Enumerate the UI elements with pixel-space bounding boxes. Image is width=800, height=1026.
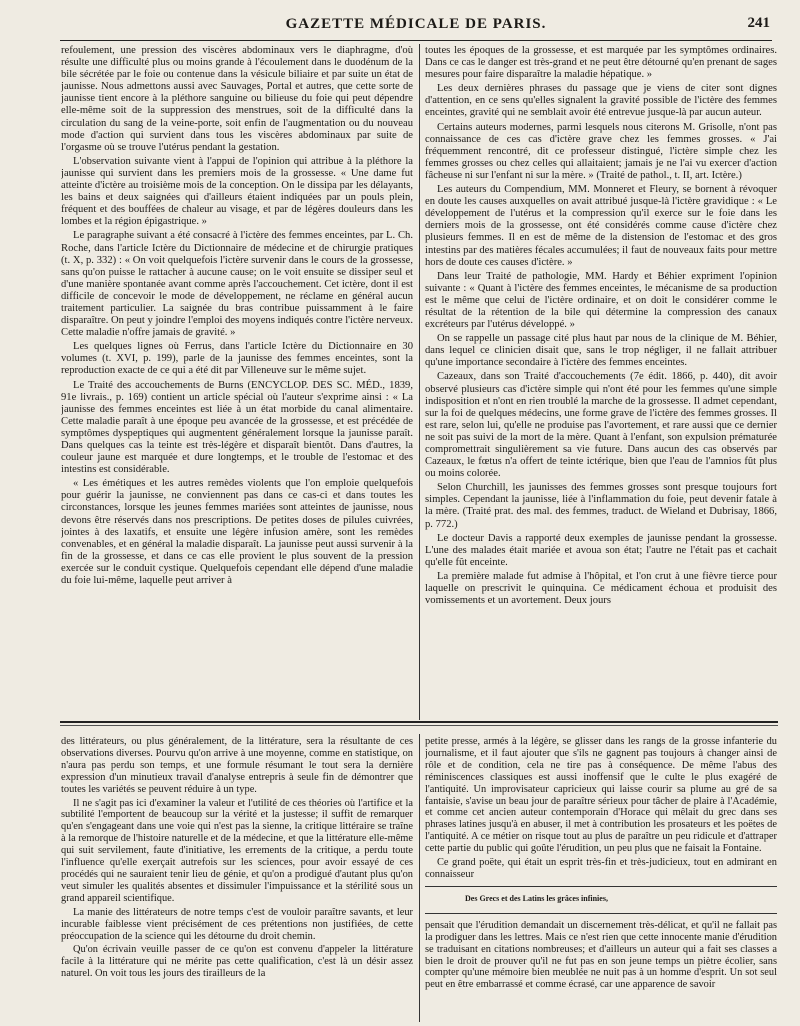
journal-title: GAZETTE MÉDICALE DE PARIS. xyxy=(285,16,547,32)
column-rule-top xyxy=(419,44,420,720)
paragraph: pensait que l'érudition demandait un discernement très-délicat, et qu'il ne fallait pas la prodiguer dans les lettres. Mais ce n'est rien que cette innocente manie d'érudition se traduisant en citations nombreuses; et d'ailleurs un auteur qui a fait ses classes a bien le droit de prouver qu'il ne fut pas en son jeune temps un piètre écolier, sans compter qu'une mémoire bien meublée ne nuit pas à un homme d'esprit. Un sot seul peut en être embarrassé et comme écrasé, car une apparence de savoir xyxy=(425,919,777,991)
feuilleton-separator xyxy=(60,721,778,723)
verse-quote: Des Grecs et des Latins les grâces infinies, xyxy=(465,893,608,903)
paragraph: « Les émétiques et les autres remèdes violents que l'on emploie quelquefois pour guérir la jaunisse, ne conviennent pas dans ce cas-ci et dans toutes les circonstances, lorsque les jeunes femmes mariées sont atteintes de jaunisse, nous devons être réservés dans nos prescriptions. De petites doses de pilules cuivrées, jointes à des laxatifs, et ensuite une légère infusion amère, sont les remèdes convenables, et en général la maladie disparaît. La jaunisse peut aussi survenir à la fin de la grossesse, et dans ce cas elle provient le plus souvent de la pression exercée sur le conduit cystique. Quelquefois cependant elle dépend d'une maladie du foie lui-même, laquelle peut arriver à xyxy=(61,478,413,587)
page-header xyxy=(60,12,772,41)
paragraph: L'observation suivante vient à l'appui de l'opinion qui attribue à la pléthore la jaunisse qui survient dans les premiers mois de la grossesse. « Une dame fut atteinte d'ictère au troisième mois de la conception. On le dissipa par les délayants, les bains et deux saignées qui d'ailleurs étaient indiquées par un pouls plein, fréquent et des bouffées de chaleur au visage, et par de légères douleurs dans les lombes et la région épigastrique. » xyxy=(61,155,413,228)
feuilleton-column-right xyxy=(425,736,777,1018)
paragraph: Le docteur Davis a rapporté deux exemples de jaunisse pendant la grossesse. L'une des malades était mariée et avoua son état; l'autre ne l'était pas et cachait qu'elle fût enceinte. xyxy=(425,532,777,568)
article-column-right xyxy=(425,45,777,717)
paragraph: refoulement, une pression des viscères abdominaux vers le diaphragme, d'où résulte une difficulté plus ou moins grande à l'écoulement dans le duodénum de la bile sécrétée par le foie ou contenue dans la vésicule biliaire et par suite un état de jaunisse. Nous admettons aussi avec Sauvages, Portal et autres, que cette sorte de jaunisse tient encore à la pléthore sanguine ou bilieuse du foie qui peut dépendre elle-même soit de la suppression des menstrues, soit de la difficulté dans la circulation du sang de la veine-porte, soit enfin de l'augmentation ou du nouveau mode d'action qui survient dans tous les viscères abdominaux par suite de l'orgasme où se trouve l'utérus pendant la gestation. xyxy=(61,45,413,153)
article-column-left xyxy=(61,45,413,717)
paragraph: Certains auteurs modernes, parmi lesquels nous citerons M. Grisolle, n'ont pas connaissance de ces cas d'ictère grave chez les femmes grosses. « J'ai fréquemment rencontré, dit ce professeur distingué, l'ictère simple chez les femmes grosses ou chez celles qui allaitaient; jamais je ne l'ai vu exercer d'action fâcheuse ni sur l'enfant ni sur la mère. » (Traité de pathol., t. II, art. Ictère.) xyxy=(425,121,777,181)
paragraph: On se rappelle un passage cité plus haut par nous de la clinique de M. Béhier, dans lequel ce clinicien disait que, sans le trop négliger, il ne fallait attribuer qu'une importance secondaire à l'ictère des femmes enceintes. xyxy=(425,333,777,369)
column-rule-bottom xyxy=(419,734,420,1022)
paragraph: Le Traité des accouchements de Burns (ENCYCLOP. DES SC. MÉD., 1839, 91e livrais., p. 169) contient un article spécial où l'auteur s'exprime ainsi : « La jaunisse des femmes enceintes est liée à un état morbide du canal alimentaire. Cette maladie paraît à une époque peu avancée de la grossesse, et est précédée de symptômes dyspeptiques qui augmentent généralement lorsque la jaunisse paraît. Dans quelques cas la teinte est très-légère et disparaît bientôt. Dans d'autres, la couleur jaune est marquée et dure longtemps, et le trouble de l'estomac et des intestins est considérable. xyxy=(61,379,413,476)
paragraph: toutes les époques de la grossesse, et est marquée par les symptômes ordinaires. Dans ce cas le danger est très-grand et ne peut être détourné qu'en prenant de sages mesures pour faire disparaître la maladie hépatique. » xyxy=(425,45,777,81)
paragraph: des littérateurs, ou plus généralement, de la littérature, sera la résultante de ces observations diverses. Pourvu qu'on arrive à une moyenne, comme en statistique, on n'aura pas perdu son temps, et une formule résumant le tout sera la dernière expression d'un minutieux travail d'analyse entrepris à seule fin de démontrer que toutes les variétés se peuvent réduire à un type. xyxy=(61,736,413,795)
paragraph: Il ne s'agit pas ici d'examiner la valeur et l'utilité de ces théories où l'artifice et la subtilité l'emportent de beaucoup sur la vérité et la justesse; il suffit de remarquer qu'en s'engageant dans une voie qui n'est pas la sienne, la critique littéraire se traîne à la remorque de l'histoire naturelle et de la médecine, et que la littérature elle-même qui suit servilement, faute d'initiative, les errements de la critique, a perdu toute l'influence qu'elle exerçait autrefois sur les sciences, pour avoir essayé de ces procédés qui ne sauraient tenir lieu de génie, et qu'on a prodigué d'autant plus qu'on veut simuler les qualités absentes et dissimuler l'impuissance et la stérilité sous un grand appareil scientifique. xyxy=(61,797,413,904)
paragraph: Qu'on écrivain veuille passer de ce qu'on est convenu d'appeler la littérature facile à la littérature qui ne mérite pas cette qualification, c'est là un désir assez naturel. On voit tous les jours des tirailleurs de la xyxy=(61,944,413,980)
paragraph: La manie des littérateurs de notre temps c'est de vouloir paraître savants, et leur incurable faiblesse vient précisément de ces prétentions non justifiées, de cette préoccupation de la science qui les détourne du droit chemin. xyxy=(61,906,413,942)
paragraph: Le paragraphe suivant a été consacré à l'ictère des femmes enceintes, par L. Ch. Roche, dans l'article Ictère du Dictionnaire de médecine et de chirurgie pratiques (t. X, p. 332) : « On voit quelquefois l'ictère survenir dans le cours de la grossesse, sans qu'on puisse le rattacher à aucune cause; on le voit ensuite se dissiper seul et d'une manière spontanée avant comme après l'accouchement. Cet ictère, dont il est difficile de concevoir le mode de développement, ne réclame en général aucun traitement particulier. La saignée du bras contribue puissamment à le faire disparaître. On peut y joindre l'emploi des moyens indiqués contre l'ictère nerveux. Cette maladie n'offre jamais de gravité. » xyxy=(61,230,413,339)
feuilleton-column-left xyxy=(61,736,413,1018)
feuilleton-separator-thin xyxy=(60,725,778,726)
paragraph: Ce grand poëte, qui était un esprit très-fin et très-judicieux, tout en admirant en connaisseur xyxy=(425,857,777,880)
paragraph: Cazeaux, dans son Traité d'accouchements (7e édit. 1866, p. 440), dit avoir observé plusieurs cas d'ictère simple qui n'ont été pour les femmes qu'une simple indisposition et n'ont en rien troublé la marche de la grossesse. Il admet cependant, sur la foi de quelques médecins, une forme grave de l'ictère des femmes grosses. Il est rare, selon lui, qu'elle ne produise pas l'avortement, et rare aussi que ce dernier ne soit pas suivi de la mort de la mère. Quant à l'enfant, son expulsion prématurée compromettrait singulièrement sa vie future. Dans aucun des cas observés par Cazeaux, le fœtus n'a offert de teinte ictérique, bien que l'eau de l'amnios fût plus ou moins colorée. xyxy=(425,371,777,480)
quote-rule xyxy=(425,886,777,887)
paragraph: Les auteurs du Compendium, MM. Monneret et Fleury, se bornent à révoquer en doute les causes auxquelles on avait attribué jusque-là l'ictère gravidique : « Le développement de l'utérus et la compression qu'il exerce sur le foie dans les derniers mois de la grossesse, ont été considérés comme cause d'ictère chez plusieurs femmes. Il en est de même de la distension de l'estomac et des gros intestins par des matières fécales accumulées; il faut de nouveaux faits pour mettre hors de doute ces causes d'ictère. » xyxy=(425,184,777,268)
paragraph: Dans leur Traité de pathologie, MM. Hardy et Béhier expriment l'opinion suivante : « Quant à l'ictère des femmes enceintes, le mécanisme de sa production est le même que celui de l'ictère ordinaire, et on doit le considérer comme le résultat de la rétention de la bile qui détermine la compression des canaux excréteurs par l'utérus développé. » xyxy=(425,270,777,331)
paragraph: La première malade fut admise à l'hôpital, et l'on crut à une fièvre tierce pour laquelle on prescrivit le quinquina. Ce médicament échoua et produisit des vomissements et un avortement. Deux jours xyxy=(425,570,777,607)
paragraph: petite presse, armés à la légère, se glisser dans les rangs de la grosse infanterie du journalisme, et il faut ajouter que s'ils ne gagnent pas toujours à changer ainsi de rôle et de condition, cela ne tire pas à conséquence. De même l'abus des réminiscences classiques est aussi inoffensif que le culte le plus exagéré de l'antiquité. Un improvisateur capricieux qui laisse courir sa plume au gré de sa fantaisie, s'avise un beau jour de paraître sérieux pour tâcher de plaire à l'Académie, et comme cet ancien auteur contemporain d'Horace qui mêlait du grec dans ses phrases latines jusqu'à en abuser, il met à contribution les prosateurs et les poëtes de l'antiquité. A ce métier on risque tout au plus de paraître un peu ridicule et d'attraper cette partie du public qui goûte l'érudition, un peu plus que ne faisait la Fontaine. xyxy=(425,736,777,855)
quote-rule xyxy=(425,913,777,914)
paragraph: Les quelques lignes où Ferrus, dans l'article Ictère du Dictionnaire en 30 volumes (t. XVI, p. 199), parle de la jaunisse des femmes enceintes, sont la reproduction exacte de ce qui a été dit par Villeneuve sur le même sujet. xyxy=(61,341,413,377)
page-number: 241 xyxy=(747,15,770,31)
paragraph: Selon Churchill, les jaunisses des femmes grosses sont presque toujours fort simples. Cependant la jaunisse, liée à l'inflammation du foie, peut devenir fatale à la mère. (Traité prat. des mal. des femmes, traduct. de Wieland et Dubrisay, 1866, p. 772.) xyxy=(425,482,777,530)
paragraph: Les deux dernières phrases du passage que je viens de citer sont dignes d'attention, en ce sens qu'elles signalent la gravité possible de l'ictère des femmes enceintes, gravité qui ne semblait avoir été entrevue jusque-là par aucun auteur. xyxy=(425,83,777,119)
